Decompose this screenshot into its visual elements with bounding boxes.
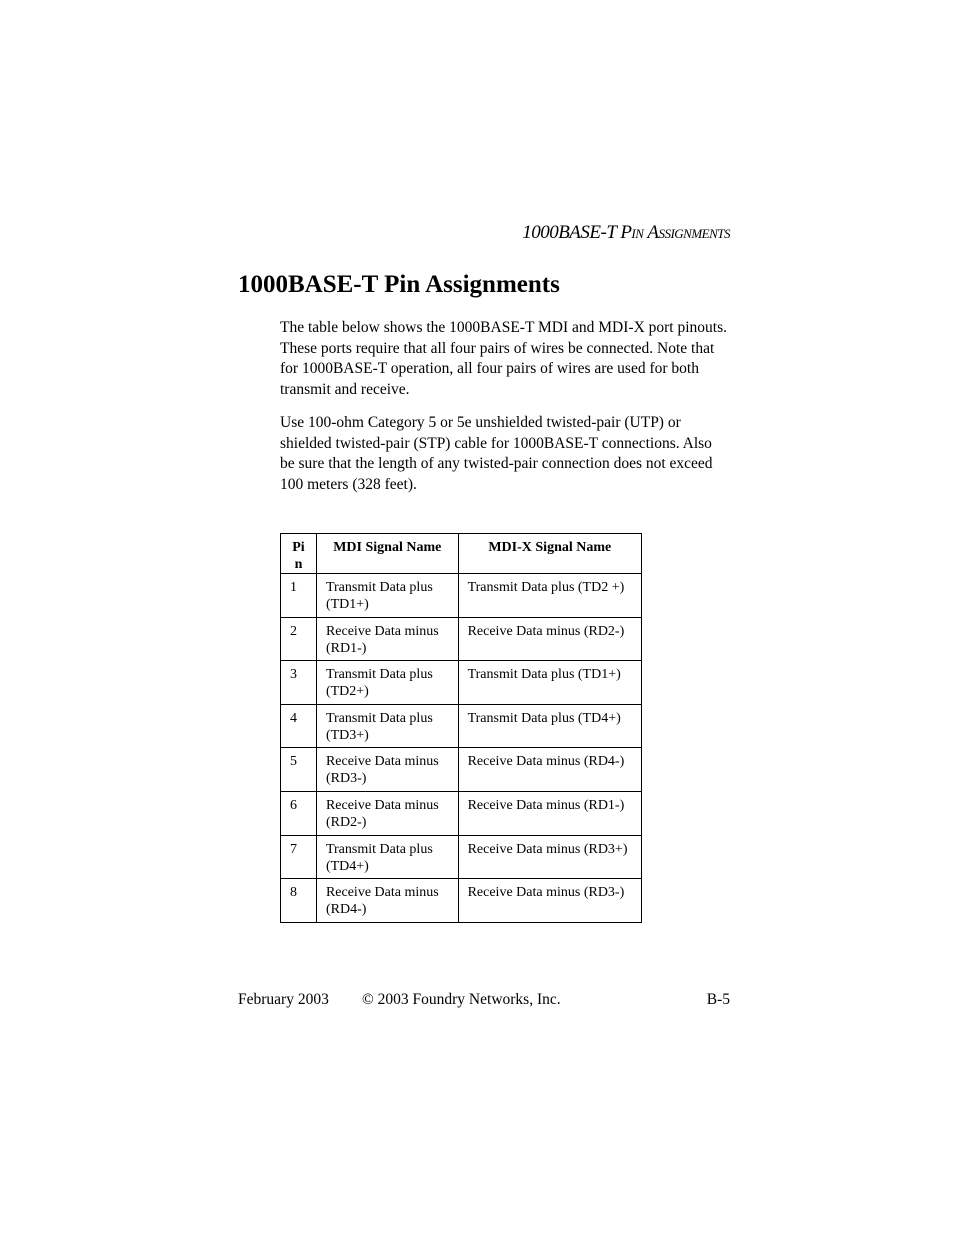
running-header: 1000BASE-T Pin Assignments — [522, 222, 730, 243]
mdix-signal: Receive Data minus (RD1-) — [458, 791, 641, 835]
table-row — [281, 748, 642, 792]
mdi-signal: Receive Data minus (RD3-) — [316, 748, 458, 792]
page-title: 1000BASE-T Pin Assignments — [238, 271, 560, 298]
mdix-signal: Receive Data minus (RD3+) — [458, 835, 641, 879]
pin-number: 7 — [281, 835, 317, 879]
pin-number: 5 — [281, 748, 317, 792]
pin-assignment-table — [280, 533, 642, 923]
table-row — [281, 661, 642, 705]
mdi-signal: Receive Data minus (RD2-) — [316, 791, 458, 835]
pin-number: 6 — [281, 791, 317, 835]
table-row — [281, 617, 642, 661]
header-mdix-signal: MDI-X Signal Name — [458, 534, 641, 574]
table-row — [281, 835, 642, 879]
mdix-signal: Receive Data minus (RD4-) — [458, 748, 641, 792]
mdi-signal: Receive Data minus (RD1-) — [316, 617, 458, 661]
mdi-signal: Transmit Data plus (TD4+) — [316, 835, 458, 879]
footer-copyright: © 2003 Foundry Networks, Inc. — [362, 991, 561, 1008]
intro-paragraph: The table below shows the 1000BASE-T MDI and MDI-X port pinouts. These ports require that all four pairs of wires be connected. Note that for 1000BASE-T operation, all four pairs of wires are used for both transmit and receive. — [280, 319, 728, 398]
pin-number: 2 — [281, 617, 317, 661]
mdi-signal: Transmit Data plus (TD1+) — [316, 574, 458, 618]
mdi-signal: Transmit Data plus (TD3+) — [316, 704, 458, 748]
mdix-signal: Receive Data minus (RD3-) — [458, 879, 641, 923]
table-row — [281, 574, 642, 618]
mdix-signal: Transmit Data plus (TD4+) — [458, 704, 641, 748]
mdi-signal: Transmit Data plus (TD2+) — [316, 661, 458, 705]
table-row — [281, 791, 642, 835]
footer-date: February 2003 — [238, 991, 329, 1008]
pin-number: 3 — [281, 661, 317, 705]
pin-number: 1 — [281, 574, 317, 618]
table-header-row — [281, 534, 642, 574]
mdix-signal: Transmit Data plus (TD1+) — [458, 661, 641, 705]
pin-number: 8 — [281, 879, 317, 923]
mdix-signal: Transmit Data plus (TD2 +) — [458, 574, 641, 618]
mdix-signal: Receive Data minus (RD2-) — [458, 617, 641, 661]
header-mdi-signal: MDI Signal Name — [316, 534, 458, 574]
cable-paragraph: Use 100-ohm Category 5 or 5e unshielded twisted-pair (UTP) or shielded twisted-pair (STP) cable for 1000BASE-T connections. Also be sure that the length of any twisted-pair connection does not exceed 100 meters (328 feet). — [280, 414, 713, 493]
pin-number: 4 — [281, 704, 317, 748]
footer-page-number: B-5 — [706, 991, 730, 1008]
table-row — [281, 879, 642, 923]
table-row — [281, 704, 642, 748]
mdi-signal: Receive Data minus (RD4-) — [316, 879, 458, 923]
header-pin: Pin — [281, 534, 317, 574]
